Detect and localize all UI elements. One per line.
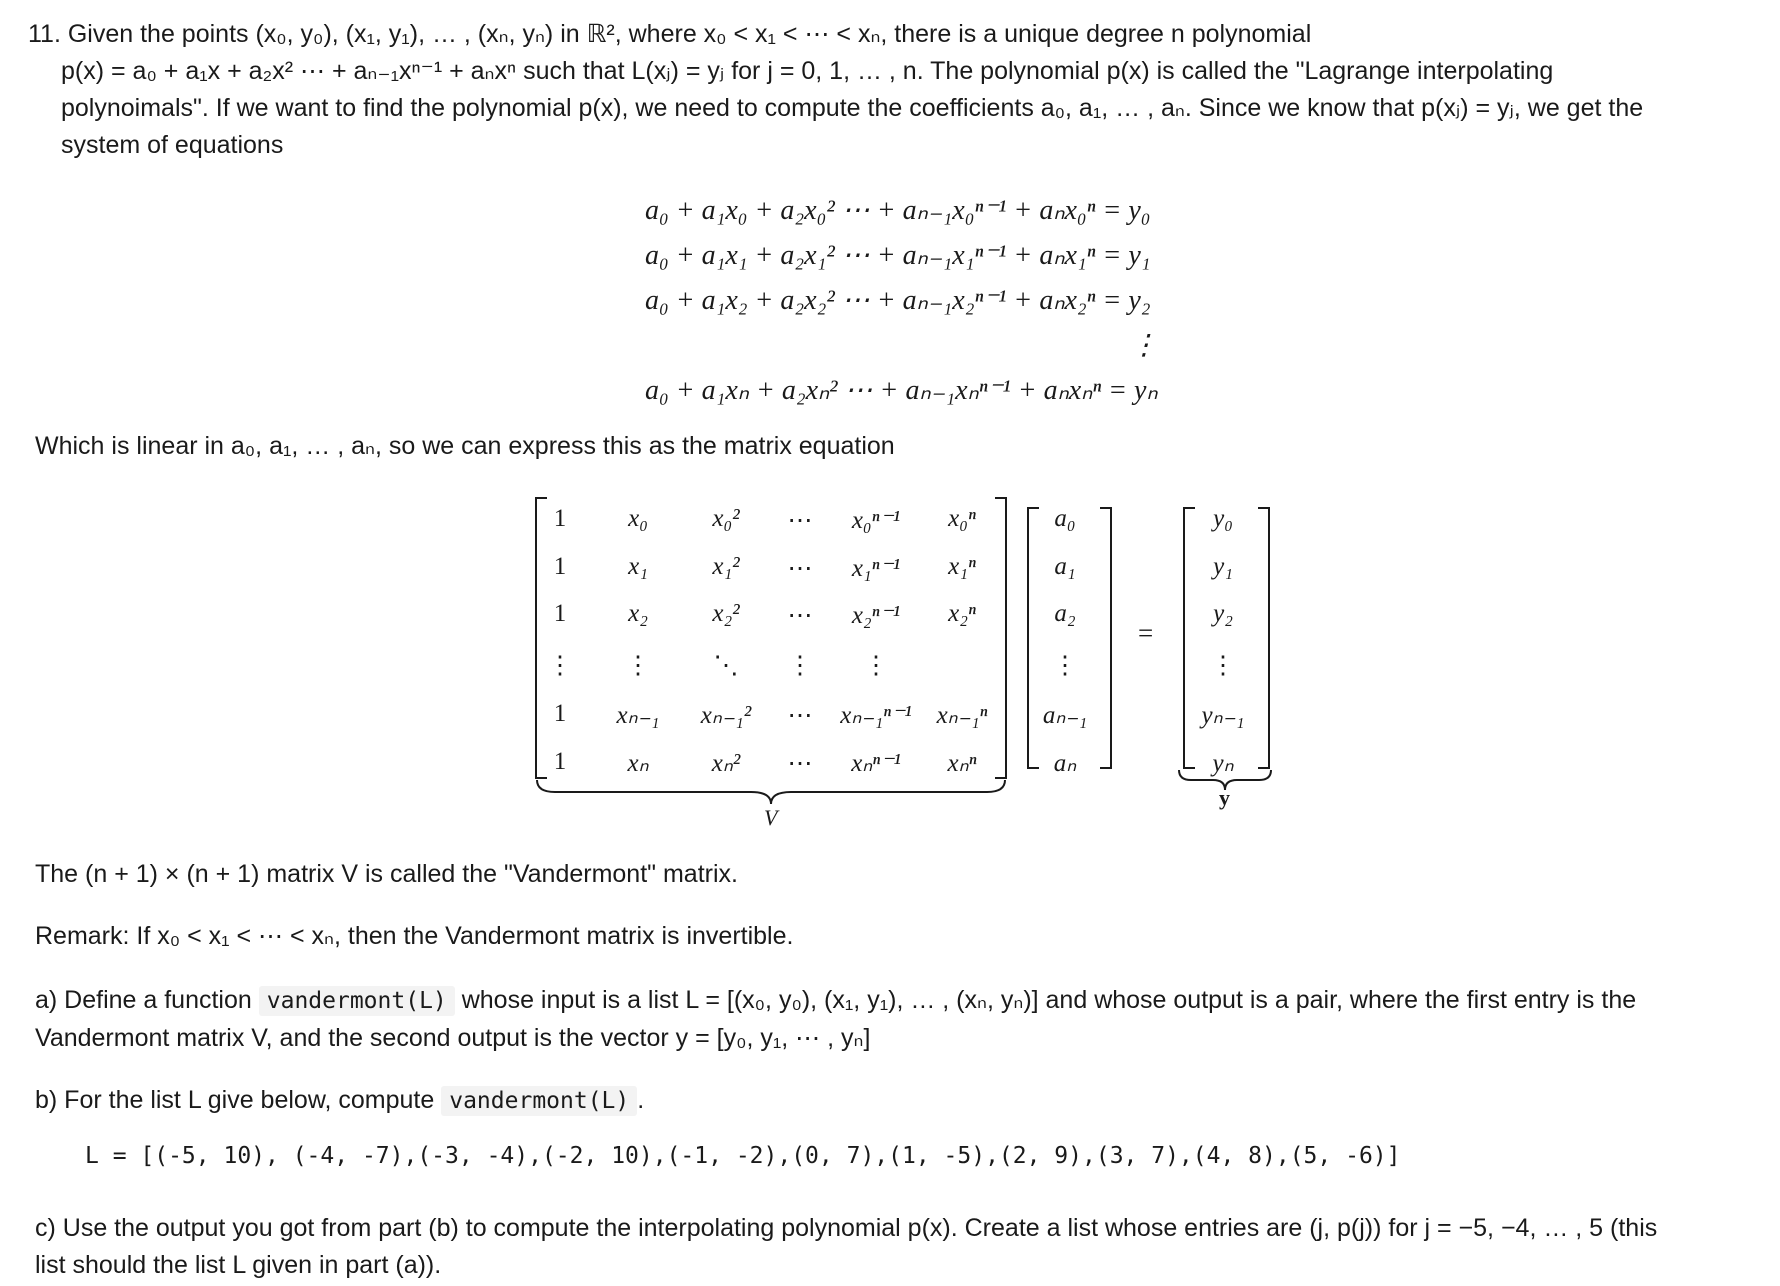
matrix-v-cell: 1	[553, 600, 567, 627]
part-c	[35, 1210, 1755, 1284]
matrix-v-cell: ⋮	[625, 652, 651, 679]
intro-line-2: p(x) = a₀ + a₁x + a₂x² ⋯ + aₙ₋₁xⁿ⁻¹ + aₙxⁿ such that L(xⱼ) = yⱼ for j = 0, 1, … , n. The polynomial p(x) is called the "Lagrange interpolating	[61, 57, 1554, 85]
part-a-pre: a) Define a function	[35, 986, 252, 1014]
matrix-v-cell: 1	[553, 700, 567, 727]
y-label: y	[1219, 785, 1230, 810]
matrix-v-cell: x₀²	[712, 505, 740, 532]
equation-row-1: a₀ + a₁x₁ + a₂x₁² ⋯ + aₙ₋₁x₁ⁿ⁻¹ + aₙx₁ⁿ = y₁	[645, 240, 1151, 271]
v-label: V	[764, 805, 778, 830]
matrix-v-cell: xₙⁿ	[947, 750, 977, 777]
matrix-v-cell: x₂²	[712, 600, 740, 627]
vandermont-code-b: vandermont(L)	[441, 1086, 637, 1116]
equation-system	[645, 188, 1158, 413]
matrix-v-cell: ⋱	[713, 652, 739, 679]
matrix-v-cell: xₙ₋₁²	[700, 702, 752, 729]
matrix-v-cell: x₁ⁿ	[948, 553, 976, 580]
matrix-v-cell: xₙ₋₁ⁿ	[936, 702, 988, 729]
intro-line-4: system of equations	[61, 131, 284, 159]
matrix-v-cell: 1	[553, 553, 567, 580]
a-vector-cell: aₙ₋₁	[1042, 702, 1088, 729]
matrix-v-cell: ⋯	[787, 602, 813, 629]
a-vector-cell: a₂	[1054, 600, 1076, 627]
matrix-v-cell: ⋮	[863, 652, 889, 679]
matrix-v-cell: xₙ₋₁ⁿ⁻¹	[840, 702, 912, 729]
matrix-v-cell: xₙ²	[711, 750, 741, 777]
a-vector-cell: aₙ	[1053, 750, 1077, 777]
matrix-v-cell: xₙ₋₁	[616, 702, 660, 729]
problem-intro	[28, 16, 1748, 164]
a-vector-cell: a₁	[1054, 553, 1076, 580]
matrix-v-cell: x₁	[628, 553, 648, 580]
part-a-line-2: Vandermont matrix V, and the second output is the vector y = [y₀, y₁, ⋯ , yₙ]	[35, 1024, 871, 1052]
linear-text: Which is linear in a₀, a₁, … , aₙ, so we can express this as the matrix equation	[35, 432, 895, 460]
matrix-v-cell: ⋯	[787, 507, 813, 534]
intro-text-1: Given the points (x₀, y₀), (x₁, y₁), … , (xₙ, yₙ) in ℝ², where x₀ < x₁ < ⋯ < xₙ, there is a unique degree n polynomial	[67, 20, 1312, 48]
vandermont-text: The (n + 1) × (n + 1) matrix V is called the "Vandermont" matrix.	[35, 860, 738, 888]
intro-line-1	[28, 16, 1748, 53]
matrix-v-cell: ⋮	[787, 652, 813, 679]
y-vector-cell: y₁	[1213, 553, 1233, 580]
matrix-v-cell: ⋯	[787, 555, 813, 582]
list-l-code: L = [(-5, 10), (-4, -7),(-3, -4),(-2, 10),(-1, -2),(0, 7),(1, -5),(2, 9),(3, 7),(4, 8),(5, -6)]	[85, 1143, 1401, 1169]
y-vector-cell: y₂	[1213, 600, 1233, 627]
a-vector-right-bracket	[1100, 507, 1112, 769]
problem-number: 11.	[28, 20, 61, 48]
matrix-v-cell: 1	[553, 748, 567, 775]
matrix-v-cell: x₁²	[712, 553, 740, 580]
matrix-v-cell: 1	[553, 505, 567, 532]
v-underbrace	[535, 778, 1007, 806]
matrix-v-cell: x₁ⁿ⁻¹	[851, 555, 901, 582]
part-b-post: .	[637, 1086, 645, 1114]
a-vector-cell: ⋮	[1052, 652, 1078, 679]
equation-row-2: a₀ + a₁x₂ + a₂x₂² ⋯ + aₙ₋₁x₂ⁿ⁻¹ + aₙx₂ⁿ = y₂	[645, 285, 1151, 316]
equation-row-n: a₀ + a₁xₙ + a₂xₙ² ⋯ + aₙ₋₁xₙⁿ⁻¹ + aₙxₙⁿ = yₙ	[645, 375, 1158, 406]
matrix-v-cell: x₀	[628, 505, 648, 532]
equals-sign: =	[1138, 618, 1154, 648]
equation-row-0: a₀ + a₁x₀ + a₂x₀² ⋯ + aₙ₋₁x₀ⁿ⁻¹ + aₙx₀ⁿ = y₀	[645, 195, 1151, 226]
part-a-line-1	[35, 982, 1755, 1020]
matrix-v-cell: ⋯	[787, 702, 813, 729]
part-b-pre: b) For the list L give below, compute	[35, 1086, 435, 1114]
a-vector-cell: a₀	[1054, 505, 1076, 532]
intro-line-3: polynoimals". If we want to find the polynomial p(x), we need to compute the coefficients a₀, a₁, … , aₙ. Since we know that p(xⱼ) = yⱼ, we get the	[61, 94, 1644, 122]
y-vector-right-bracket	[1258, 507, 1270, 769]
matrix-v-cell: x₀ⁿ⁻¹	[851, 507, 901, 534]
part-a-post: whose input is a list L = [(x₀, y₀), (x₁, y₁), … , (xₙ, yₙ)] and whose output is a pair, where the first entry is the	[461, 986, 1637, 1014]
equation-vdots: ⋮	[1130, 330, 1158, 361]
matrix-v-cell: ⋯	[787, 750, 813, 777]
matrix-v-right-bracket	[995, 497, 1007, 779]
vandermont-code-a: vandermont(L)	[259, 986, 455, 1016]
part-a	[35, 982, 1755, 1057]
part-b	[35, 1082, 1755, 1120]
part-c-line-2: list should the list L given in part (a)).	[35, 1251, 442, 1279]
matrix-v-cell: x₀ⁿ	[948, 505, 976, 532]
matrix-v-cell: ⋮	[547, 652, 573, 679]
remark-text: Remark: If x₀ < x₁ < ⋯ < xₙ, then the Vandermont matrix is invertible.	[35, 922, 794, 950]
y-vector-cell: yₙ	[1212, 750, 1234, 777]
matrix-v-cell: xₙ	[627, 750, 649, 777]
matrix-v-cell: xₙⁿ⁻¹	[851, 750, 901, 777]
part-c-line-1: c) Use the output you got from part (b) to compute the interpolating polynomial p(x). Create a list whose entries are (j, p(j)) for j = −5, −4, … , 5 (this	[35, 1214, 1658, 1242]
matrix-v-cell: x₂	[628, 600, 648, 627]
matrix-v-cell: x₂ⁿ⁻¹	[851, 602, 901, 629]
matrix-v-left-bracket	[535, 497, 547, 779]
matrix-v-cell: x₂ⁿ	[948, 600, 976, 627]
y-vector-cell: ⋮	[1210, 652, 1236, 679]
y-vector-cell: y₀	[1213, 505, 1233, 532]
y-vector-cell: yₙ₋₁	[1201, 702, 1245, 729]
